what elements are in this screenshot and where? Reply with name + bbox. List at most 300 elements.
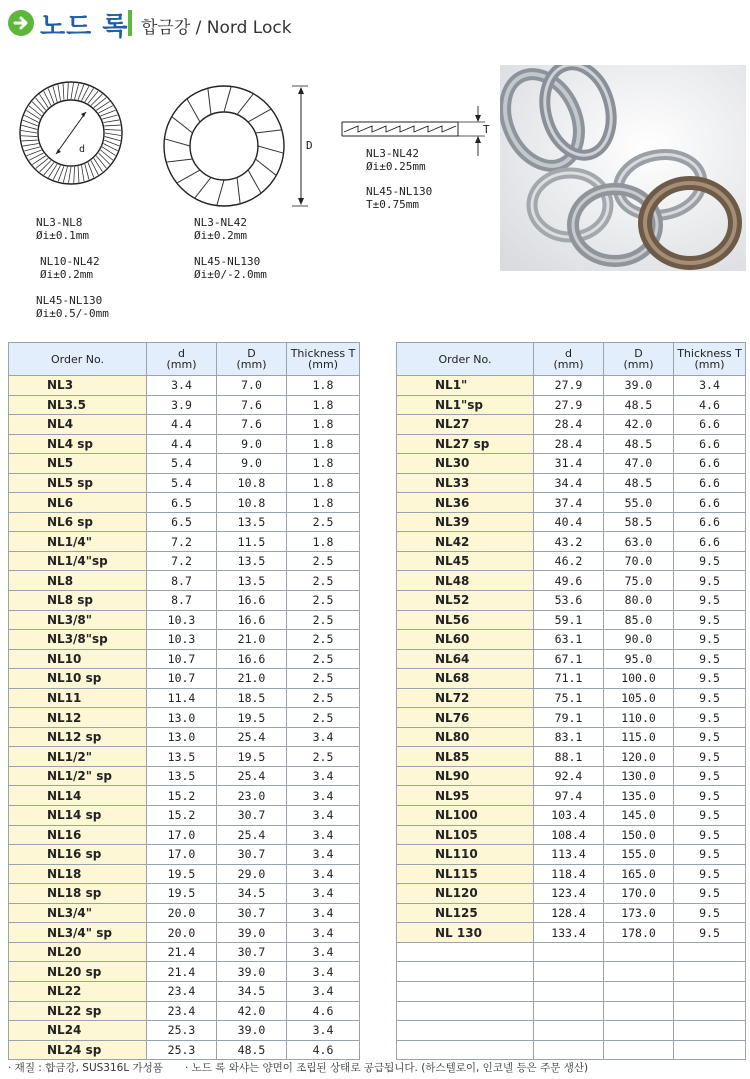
tolerance-right-2-value: T±0.75mm [366, 198, 419, 211]
thickness-cell: 3.4 [287, 942, 360, 962]
thickness-cell: 1.8 [287, 454, 360, 474]
thickness-cell: 9.5 [674, 591, 746, 611]
thickness-cell: 6.6 [674, 493, 746, 513]
inner-diameter-cell: 7.2 [147, 551, 217, 571]
inner-diameter-cell: 8.7 [147, 571, 217, 591]
table-row [397, 708, 746, 728]
page-header [6, 6, 746, 40]
thickness-cell: 3.4 [287, 962, 360, 982]
inner-diameter-cell: 27.9 [534, 376, 604, 396]
outer-diameter-cell: 165.0 [604, 864, 674, 884]
empty-cell [674, 1001, 746, 1021]
inner-diameter-cell: 128.4 [534, 903, 604, 923]
table-row [9, 473, 360, 493]
inner-diameter-cell: 6.5 [147, 512, 217, 532]
table-row [9, 376, 360, 396]
order-no-cell: NL4 [9, 415, 147, 435]
inner-diameter-cell: 7.2 [147, 532, 217, 552]
inner-diameter-cell: 79.1 [534, 708, 604, 728]
outer-diameter-cell: 29.0 [217, 864, 287, 884]
thickness-cell: 3.4 [287, 923, 360, 943]
inner-diameter-cell: 13.5 [147, 747, 217, 767]
outer-diameter-cell: 7.6 [217, 415, 287, 435]
thickness-cell: 1.8 [287, 532, 360, 552]
table-row [397, 551, 746, 571]
table-row [9, 981, 360, 1001]
thickness-cell: 1.8 [287, 473, 360, 493]
thickness-cell: 9.5 [674, 825, 746, 845]
washer-side-view-drawing [340, 104, 500, 164]
header-order-no: Order No. [397, 343, 534, 376]
thickness-cell: 1.8 [287, 376, 360, 396]
table-row [9, 962, 360, 982]
table-row [9, 845, 360, 865]
order-no-cell: NL90 [397, 766, 534, 786]
inner-diameter-cell: 34.4 [534, 473, 604, 493]
outer-diameter-cell: 16.6 [217, 610, 287, 630]
inner-diameter-cell: 17.0 [147, 825, 217, 845]
inner-diameter-cell: 88.1 [534, 747, 604, 767]
inner-diameter-cell: 21.4 [147, 962, 217, 982]
outer-diameter-cell: 34.5 [217, 884, 287, 904]
outer-diameter-cell: 155.0 [604, 845, 674, 865]
order-no-cell: NL12 sp [9, 727, 147, 747]
inner-diameter-cell: 92.4 [534, 766, 604, 786]
order-no-cell: NL 130 [397, 923, 534, 943]
table-row [9, 591, 360, 611]
outer-diameter-cell: 75.0 [604, 571, 674, 591]
empty-cell [674, 1040, 746, 1060]
table-row [9, 571, 360, 591]
thickness-cell: 3.4 [287, 786, 360, 806]
table-row [397, 395, 746, 415]
order-no-cell: NL3/4" sp [9, 923, 147, 943]
inner-diameter-cell: 19.5 [147, 884, 217, 904]
inner-diameter-cell: 43.2 [534, 532, 604, 552]
thickness-cell: 1.8 [287, 395, 360, 415]
thickness-cell: 9.5 [674, 786, 746, 806]
outer-diameter-cell: 18.5 [217, 688, 287, 708]
inner-diameter-cell: 27.9 [534, 395, 604, 415]
table-row [9, 766, 360, 786]
order-no-cell: NL3/8" [9, 610, 147, 630]
title-divider [128, 10, 132, 36]
order-no-cell: NL36 [397, 493, 534, 513]
footnote-supply: · 노드 록 와샤는 양면이 조립된 상태로 공급됩니다. (하스텔로이, 인코넬 등은 주문 생산) [184, 1062, 589, 1074]
outer-diameter-cell: 55.0 [604, 493, 674, 513]
table-row [9, 903, 360, 923]
inner-diameter-cell: 108.4 [534, 825, 604, 845]
inner-diameter-cell: 10.7 [147, 649, 217, 669]
order-no-cell: NL3.5 [9, 395, 147, 415]
empty-cell [534, 1021, 604, 1041]
order-no-cell: NL48 [397, 571, 534, 591]
thickness-cell: 3.4 [287, 845, 360, 865]
outer-diameter-cell: 42.0 [604, 415, 674, 435]
thickness-cell: 3.4 [287, 825, 360, 845]
order-no-cell: NL16 sp [9, 845, 147, 865]
table-row [9, 669, 360, 689]
thickness-cell: 3.4 [287, 1021, 360, 1041]
table-row [9, 864, 360, 884]
outer-diameter-cell: 70.0 [604, 551, 674, 571]
table-row-empty [397, 981, 746, 1001]
inner-diameter-cell: 118.4 [534, 864, 604, 884]
inner-diameter-cell: 25.3 [147, 1021, 217, 1041]
table-row [397, 903, 746, 923]
outer-diameter-cell: 48.5 [604, 395, 674, 415]
table-row [397, 845, 746, 865]
thickness-cell: 6.6 [674, 532, 746, 552]
order-no-cell: NL14 sp [9, 806, 147, 826]
outer-diameter-cell: 23.0 [217, 786, 287, 806]
table-row [9, 923, 360, 943]
outer-diameter-cell: 9.0 [217, 434, 287, 454]
order-no-cell: NL22 sp [9, 1001, 147, 1021]
outer-diameter-cell: 10.8 [217, 473, 287, 493]
order-no-cell: NL110 [397, 845, 534, 865]
order-no-cell: NL80 [397, 727, 534, 747]
table-row [397, 493, 746, 513]
thickness-cell: 2.5 [287, 512, 360, 532]
outer-diameter-cell: 150.0 [604, 825, 674, 845]
inner-diameter-cell: 75.1 [534, 688, 604, 708]
table-row [397, 454, 746, 474]
order-no-cell: NL33 [397, 473, 534, 493]
outer-diameter-cell: 178.0 [604, 923, 674, 943]
order-no-cell: NL100 [397, 806, 534, 826]
thickness-cell: 9.5 [674, 884, 746, 904]
inner-diameter-cell: 59.1 [534, 610, 604, 630]
empty-cell [604, 1040, 674, 1060]
table-row [397, 864, 746, 884]
inner-diameter-cell: 13.0 [147, 727, 217, 747]
outer-diameter-cell: 42.0 [217, 1001, 287, 1021]
thickness-cell: 2.5 [287, 649, 360, 669]
order-no-cell: NL12 [9, 708, 147, 728]
thickness-cell: 9.5 [674, 766, 746, 786]
table-row [397, 532, 746, 552]
thickness-cell: 1.8 [287, 493, 360, 513]
thickness-cell: 4.6 [287, 1001, 360, 1021]
order-no-cell: NL1/4" [9, 532, 147, 552]
thickness-cell: 2.5 [287, 571, 360, 591]
table-row [397, 786, 746, 806]
order-no-cell: NL11 [9, 688, 147, 708]
outer-diameter-cell: 34.5 [217, 981, 287, 1001]
table-row [9, 708, 360, 728]
inner-diameter-cell: 19.5 [147, 864, 217, 884]
table-row [9, 493, 360, 513]
thickness-cell: 1.8 [287, 434, 360, 454]
thickness-cell: 9.5 [674, 903, 746, 923]
table-row [397, 649, 746, 669]
outer-diameter-cell: 7.0 [217, 376, 287, 396]
inner-diameter-cell: 46.2 [534, 551, 604, 571]
table-row [397, 688, 746, 708]
tolerance-right-2-range: NL45-NL130 [366, 185, 433, 198]
header-D: D (mm) [217, 343, 287, 376]
table-row [9, 806, 360, 826]
table-row [397, 727, 746, 747]
thickness-cell: 6.6 [674, 454, 746, 474]
order-no-cell: NL1" [397, 376, 534, 396]
order-no-cell: NL6 sp [9, 512, 147, 532]
order-no-cell: NL6 [9, 493, 147, 513]
outer-diameter-cell: 13.5 [217, 512, 287, 532]
outer-diameter-cell: 39.0 [217, 962, 287, 982]
empty-cell [604, 942, 674, 962]
order-no-cell: NL5 [9, 454, 147, 474]
table-row [9, 415, 360, 435]
table-row [9, 1001, 360, 1021]
outer-diameter-cell: 90.0 [604, 630, 674, 650]
empty-cell [397, 962, 534, 982]
tolerance-mid-2-value: Øi±0/-2.0mm [194, 268, 267, 281]
page-subtitle: 합금강 / Nord Lock [141, 18, 292, 38]
table-row [397, 669, 746, 689]
inner-diameter-cell: 28.4 [534, 434, 604, 454]
inner-diameter-cell: 40.4 [534, 512, 604, 532]
outer-diameter-cell: 16.6 [217, 591, 287, 611]
order-no-cell: NL27 [397, 415, 534, 435]
empty-cell [534, 942, 604, 962]
tolerance-left-1-value: Øi±0.1mm [36, 229, 89, 242]
order-no-cell: NL95 [397, 786, 534, 806]
inner-diameter-label: d [79, 144, 86, 155]
empty-cell [674, 942, 746, 962]
inner-diameter-cell: 53.6 [534, 591, 604, 611]
outer-diameter-label: D [306, 139, 313, 152]
inner-diameter-cell: 3.9 [147, 395, 217, 415]
table-row [9, 786, 360, 806]
table-row [9, 630, 360, 650]
inner-diameter-cell: 13.5 [147, 766, 217, 786]
empty-cell [397, 1040, 534, 1060]
thickness-cell: 9.5 [674, 727, 746, 747]
outer-diameter-cell: 25.4 [217, 766, 287, 786]
inner-diameter-cell: 133.4 [534, 923, 604, 943]
order-no-cell: NL20 [9, 942, 147, 962]
outer-diameter-dimension [290, 84, 320, 208]
table-row [397, 766, 746, 786]
table-row [9, 512, 360, 532]
inner-diameter-cell: 20.0 [147, 923, 217, 943]
table-row [9, 395, 360, 415]
inner-diameter-cell: 4.4 [147, 434, 217, 454]
inner-diameter-cell: 10.3 [147, 630, 217, 650]
table-row [397, 630, 746, 650]
inner-diameter-cell: 8.7 [147, 591, 217, 611]
thickness-cell: 9.5 [674, 688, 746, 708]
outer-diameter-cell: 173.0 [604, 903, 674, 923]
outer-diameter-cell: 9.0 [217, 454, 287, 474]
inner-diameter-cell: 97.4 [534, 786, 604, 806]
outer-diameter-cell: 39.0 [217, 1021, 287, 1041]
thickness-cell: 9.5 [674, 845, 746, 865]
order-no-cell: NL68 [397, 669, 534, 689]
inner-diameter-cell: 13.0 [147, 708, 217, 728]
order-no-cell: NL10 sp [9, 669, 147, 689]
tolerance-mid-1-range: NL3-NL42 [194, 216, 247, 229]
empty-cell [397, 1001, 534, 1021]
outer-diameter-cell: 130.0 [604, 766, 674, 786]
outer-diameter-cell: 80.0 [604, 591, 674, 611]
inner-diameter-cell: 3.4 [147, 376, 217, 396]
thickness-cell: 3.4 [287, 981, 360, 1001]
inner-diameter-cell: 49.6 [534, 571, 604, 591]
order-no-cell: NL1/2" [9, 747, 147, 767]
empty-cell [674, 962, 746, 982]
outer-diameter-cell: 25.4 [217, 825, 287, 845]
thickness-cell: 4.6 [674, 395, 746, 415]
order-no-cell: NL1/2" sp [9, 766, 147, 786]
inner-diameter-cell: 71.1 [534, 669, 604, 689]
table-row [397, 512, 746, 532]
order-no-cell: NL72 [397, 688, 534, 708]
empty-cell [604, 1021, 674, 1041]
order-no-cell: NL76 [397, 708, 534, 728]
inner-diameter-cell: 10.3 [147, 610, 217, 630]
outer-diameter-cell: 7.6 [217, 395, 287, 415]
order-no-cell: NL105 [397, 825, 534, 845]
order-no-cell: NL10 [9, 649, 147, 669]
order-no-cell: NL45 [397, 551, 534, 571]
outer-diameter-cell: 105.0 [604, 688, 674, 708]
inner-diameter-cell: 67.1 [534, 649, 604, 669]
empty-cell [397, 942, 534, 962]
table-row [397, 473, 746, 493]
thickness-cell: 3.4 [287, 806, 360, 826]
inner-diameter-cell: 103.4 [534, 806, 604, 826]
order-no-cell: NL3/8"sp [9, 630, 147, 650]
table-row [397, 434, 746, 454]
order-no-cell: NL42 [397, 532, 534, 552]
thickness-cell: 3.4 [674, 376, 746, 396]
order-no-cell: NL125 [397, 903, 534, 923]
inner-diameter-cell: 15.2 [147, 786, 217, 806]
table-header-row [397, 343, 746, 376]
thickness-cell: 3.4 [287, 884, 360, 904]
outer-diameter-cell: 39.0 [604, 376, 674, 396]
footnote-material: · 재질 : 합금강, SUS316L 가성품 [8, 1062, 163, 1074]
order-no-cell: NL8 [9, 571, 147, 591]
thickness-cell: 6.6 [674, 473, 746, 493]
outer-diameter-cell: 13.5 [217, 571, 287, 591]
thickness-cell: 2.5 [287, 610, 360, 630]
table-row [397, 610, 746, 630]
footnote [8, 1060, 588, 1075]
outer-diameter-cell: 115.0 [604, 727, 674, 747]
table-row-empty [397, 1021, 746, 1041]
outer-diameter-cell: 21.0 [217, 630, 287, 650]
table-row [397, 415, 746, 435]
outer-diameter-cell: 39.0 [217, 923, 287, 943]
inner-diameter-cell: 17.0 [147, 845, 217, 865]
tolerance-mid-1-value: Øi±0.2mm [194, 229, 247, 242]
thickness-cell: 9.5 [674, 747, 746, 767]
empty-cell [397, 981, 534, 1001]
tolerance-left-2-value: Øi±0.2mm [40, 268, 93, 281]
inner-diameter-cell: 6.5 [147, 493, 217, 513]
header-order-no: Order No. [9, 343, 147, 376]
inner-diameter-cell: 83.1 [534, 727, 604, 747]
table-row [397, 806, 746, 826]
spec-table-right [396, 342, 746, 1060]
thickness-cell: 2.5 [287, 688, 360, 708]
table-row [397, 884, 746, 904]
order-no-cell: NL5 sp [9, 473, 147, 493]
outer-diameter-cell: 47.0 [604, 454, 674, 474]
table-row [9, 747, 360, 767]
outer-diameter-cell: 19.5 [217, 747, 287, 767]
inner-diameter-cell: 113.4 [534, 845, 604, 865]
order-no-cell: NL24 sp [9, 1040, 147, 1060]
inner-diameter-cell: 123.4 [534, 884, 604, 904]
inner-diameter-cell: 11.4 [147, 688, 217, 708]
empty-cell [604, 1001, 674, 1021]
tolerance-right-1-range: NL3-NL42 [366, 147, 419, 160]
empty-cell [604, 981, 674, 1001]
spec-table-left [8, 342, 360, 1060]
order-no-cell: NL56 [397, 610, 534, 630]
order-no-cell: NL18 sp [9, 884, 147, 904]
order-no-cell: NL39 [397, 512, 534, 532]
arrow-right-icon [8, 10, 34, 36]
header-d: d (mm) [534, 343, 604, 376]
tolerance-left-3-range: NL45-NL130 [36, 294, 103, 307]
thickness-cell: 9.5 [674, 610, 746, 630]
table-row [9, 532, 360, 552]
outer-diameter-cell: 100.0 [604, 669, 674, 689]
thickness-cell: 9.5 [674, 649, 746, 669]
order-no-cell: NL115 [397, 864, 534, 884]
table-row [397, 825, 746, 845]
table-header-row [9, 343, 360, 376]
table-row [397, 923, 746, 943]
inner-diameter-cell: 20.0 [147, 903, 217, 923]
order-no-cell: NL64 [397, 649, 534, 669]
inner-diameter-cell: 23.4 [147, 1001, 217, 1021]
outer-diameter-cell: 95.0 [604, 649, 674, 669]
tolerance-right-1-value: Øi±0.25mm [366, 160, 426, 173]
table-row-empty [397, 962, 746, 982]
outer-diameter-cell: 13.5 [217, 551, 287, 571]
order-no-cell: NL3/4" [9, 903, 147, 923]
inner-diameter-cell: 37.4 [534, 493, 604, 513]
order-no-cell: NL27 sp [397, 434, 534, 454]
thickness-cell: 9.5 [674, 708, 746, 728]
header-thickness: Thickness T (mm) [674, 343, 746, 376]
empty-cell [534, 981, 604, 1001]
outer-diameter-cell: 30.7 [217, 806, 287, 826]
table-row [9, 884, 360, 904]
thickness-cell: 6.6 [674, 434, 746, 454]
table-row [9, 942, 360, 962]
table-row-empty [397, 1040, 746, 1060]
table-row [397, 591, 746, 611]
thickness-cell: 9.5 [674, 669, 746, 689]
order-no-cell: NL60 [397, 630, 534, 650]
order-no-cell: NL16 [9, 825, 147, 845]
inner-diameter-cell: 23.4 [147, 981, 217, 1001]
order-no-cell: NL4 sp [9, 434, 147, 454]
thickness-label: T [483, 123, 490, 136]
outer-diameter-cell: 135.0 [604, 786, 674, 806]
thickness-cell: 2.5 [287, 669, 360, 689]
table-row [397, 571, 746, 591]
outer-diameter-cell: 10.8 [217, 493, 287, 513]
